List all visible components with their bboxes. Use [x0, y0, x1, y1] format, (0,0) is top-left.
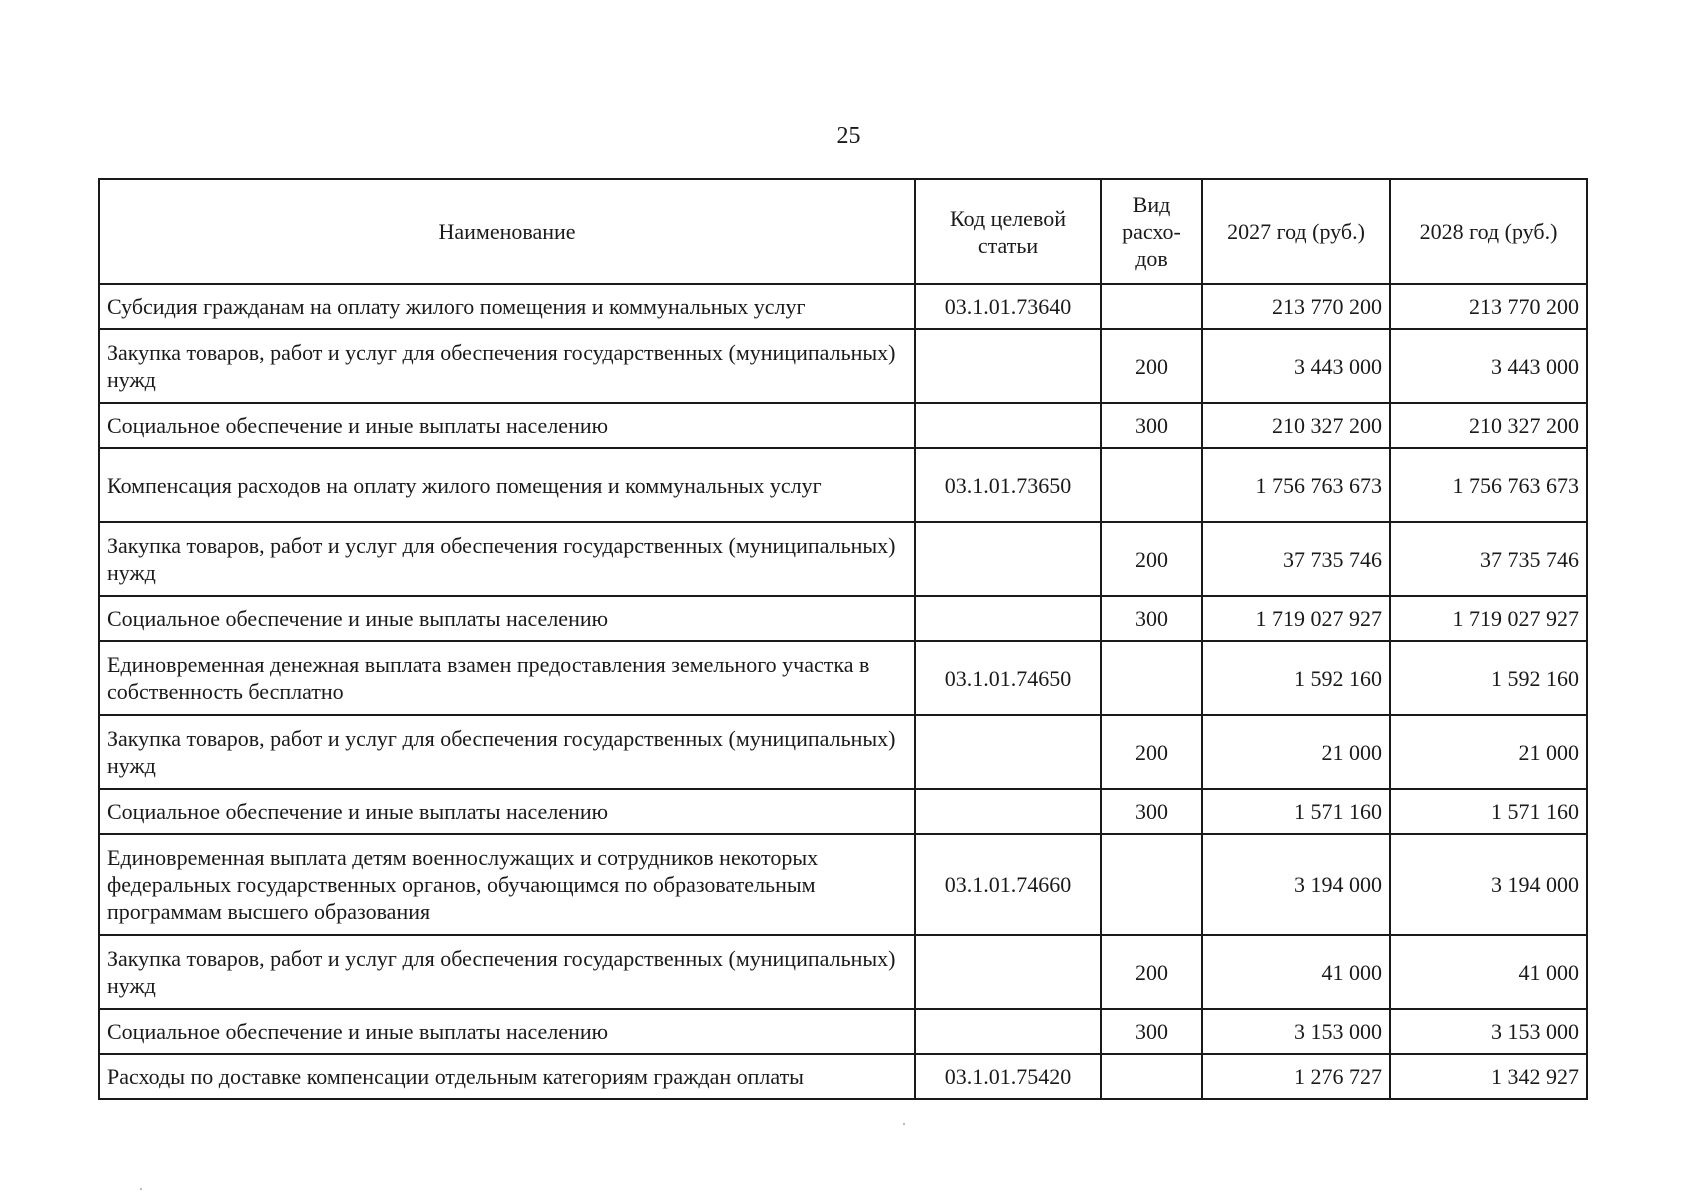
cell-code [915, 403, 1101, 448]
cell-kind [1101, 284, 1202, 329]
table-header-row [99, 179, 1587, 284]
cell-name: Закупка товаров, работ и услуг для обеспечения государственных (муниципальных) нужд [99, 935, 915, 1009]
cell-name: Закупка товаров, работ и услуг для обеспечения государственных (муниципальных) нужд [99, 715, 915, 789]
cell-code: 03.1.01.75420 [915, 1054, 1101, 1099]
cell-2028: 213 770 200 [1390, 284, 1587, 329]
cell-code: 03.1.01.73640 [915, 284, 1101, 329]
cell-name: Единовременная денежная выплата взамен предоставления земельного участка в собственность бесплатно [99, 641, 915, 715]
cell-code [915, 935, 1101, 1009]
cell-code [915, 715, 1101, 789]
cell-code [915, 329, 1101, 403]
cell-2028: 21 000 [1390, 715, 1587, 789]
cell-kind: 300 [1101, 403, 1202, 448]
header-2028: 2028 год (руб.) [1390, 179, 1587, 284]
cell-2027: 37 735 746 [1202, 522, 1390, 596]
cell-name: Социальное обеспечение и иные выплаты населению [99, 789, 915, 834]
cell-name: Компенсация расходов на оплату жилого помещения и коммунальных услуг [99, 448, 915, 522]
cell-code: 03.1.01.73650 [915, 448, 1101, 522]
table-row [99, 448, 1587, 522]
cell-name: Социальное обеспечение и иные выплаты населению [99, 596, 915, 641]
table-row [99, 329, 1587, 403]
cell-2027: 3 194 000 [1202, 834, 1390, 935]
scan-speck [140, 1188, 142, 1190]
table-row [99, 1054, 1587, 1099]
table-row [99, 596, 1587, 641]
header-code: Код целевой статьи [915, 179, 1101, 284]
cell-2027: 1 719 027 927 [1202, 596, 1390, 641]
cell-kind: 200 [1101, 329, 1202, 403]
cell-kind [1101, 448, 1202, 522]
cell-kind: 200 [1101, 522, 1202, 596]
table-row [99, 715, 1587, 789]
cell-kind: 300 [1101, 789, 1202, 834]
cell-code [915, 1009, 1101, 1054]
table-row [99, 935, 1587, 1009]
header-name: Наименование [99, 179, 915, 284]
cell-2028: 1 592 160 [1390, 641, 1587, 715]
table-row [99, 789, 1587, 834]
cell-2028: 210 327 200 [1390, 403, 1587, 448]
cell-2027: 1 571 160 [1202, 789, 1390, 834]
cell-name: Закупка товаров, работ и услуг для обеспечения государственных (муниципальных) нужд [99, 329, 915, 403]
cell-kind: 300 [1101, 1009, 1202, 1054]
cell-2027: 1 592 160 [1202, 641, 1390, 715]
scan-speck [903, 1123, 905, 1125]
cell-2027: 213 770 200 [1202, 284, 1390, 329]
cell-kind: 200 [1101, 715, 1202, 789]
cell-2027: 1 276 727 [1202, 1054, 1390, 1099]
cell-2028: 3 153 000 [1390, 1009, 1587, 1054]
cell-2028: 3 194 000 [1390, 834, 1587, 935]
table-row [99, 522, 1587, 596]
cell-name: Субсидия гражданам на оплату жилого помещения и коммунальных услуг [99, 284, 915, 329]
cell-kind [1101, 834, 1202, 935]
cell-2028: 1 342 927 [1390, 1054, 1587, 1099]
cell-name: Расходы по доставке компенсации отдельным категориям граждан оплаты [99, 1054, 915, 1099]
cell-2028: 3 443 000 [1390, 329, 1587, 403]
cell-2028: 41 000 [1390, 935, 1587, 1009]
page-number: 25 [836, 123, 861, 149]
budget-table [98, 178, 1588, 1100]
cell-kind [1101, 1054, 1202, 1099]
cell-kind: 200 [1101, 935, 1202, 1009]
table-row [99, 834, 1587, 935]
cell-code [915, 789, 1101, 834]
cell-2027: 210 327 200 [1202, 403, 1390, 448]
cell-2027: 3 443 000 [1202, 329, 1390, 403]
table-row [99, 1009, 1587, 1054]
cell-code: 03.1.01.74650 [915, 641, 1101, 715]
cell-code [915, 596, 1101, 641]
cell-code: 03.1.01.74660 [915, 834, 1101, 935]
cell-2027: 21 000 [1202, 715, 1390, 789]
cell-2028: 1 571 160 [1390, 789, 1587, 834]
cell-2027: 41 000 [1202, 935, 1390, 1009]
header-2027: 2027 год (руб.) [1202, 179, 1390, 284]
table-row [99, 403, 1587, 448]
cell-code [915, 522, 1101, 596]
cell-kind [1101, 641, 1202, 715]
cell-name: Социальное обеспечение и иные выплаты населению [99, 1009, 915, 1054]
cell-name: Закупка товаров, работ и услуг для обеспечения государственных (муниципальных) нужд [99, 522, 915, 596]
table-row [99, 641, 1587, 715]
cell-kind: 300 [1101, 596, 1202, 641]
table-row [99, 284, 1587, 329]
cell-2028: 1 719 027 927 [1390, 596, 1587, 641]
cell-2028: 37 735 746 [1390, 522, 1587, 596]
header-kind: Вид расхо-дов [1101, 179, 1202, 284]
cell-2028: 1 756 763 673 [1390, 448, 1587, 522]
cell-name: Социальное обеспечение и иные выплаты населению [99, 403, 915, 448]
cell-name: Единовременная выплата детям военнослужащих и сотрудников некоторых федеральных государственных органов, обучающимся по образовательным программам высшего образования [99, 834, 915, 935]
cell-2027: 3 153 000 [1202, 1009, 1390, 1054]
cell-2027: 1 756 763 673 [1202, 448, 1390, 522]
